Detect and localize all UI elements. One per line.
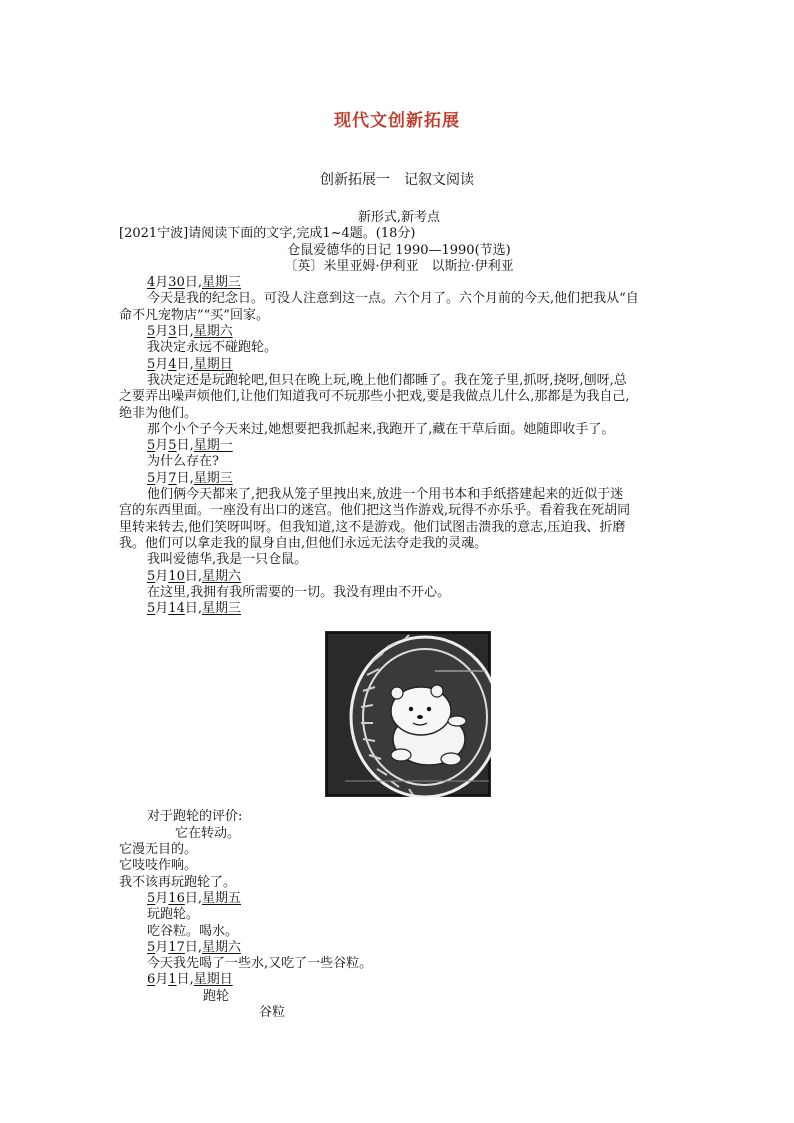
- date-month-label: 月: [155, 438, 169, 454]
- date-day: 3: [168, 324, 177, 340]
- date-weekday: 星期一: [193, 438, 233, 454]
- diary-entries: [119, 275, 679, 617]
- date-day-label: 日: [184, 568, 198, 584]
- date-day: 1: [168, 972, 177, 988]
- diary-date: [119, 438, 679, 454]
- diary-line: 我叫爱德华,我是一只仓鼠。: [147, 552, 308, 568]
- date-day-label: 日: [176, 438, 190, 454]
- diary-line: 为什么存在?: [147, 454, 219, 470]
- date-day-label: 日: [176, 470, 190, 486]
- diary-line: 那个小个子今天来过,她想要把我抓起来,我跑开了,藏在干草后面。她随即收手了。: [147, 421, 615, 437]
- date-weekday: 星期五: [202, 890, 242, 906]
- date-weekday: 星期六: [193, 324, 233, 340]
- date-day-label: 日: [184, 890, 198, 906]
- date-month-label: 月: [155, 275, 169, 291]
- date-sep: ,: [197, 275, 202, 291]
- diary-line: 我决定还是玩跑轮吧,但只在晚上玩,晚上他们都睡了。我在笼子里,抓呀,挠呀,刨呀,总: [147, 372, 627, 388]
- date-day-label: 日: [184, 939, 198, 955]
- date-weekday: 星期三: [193, 470, 233, 486]
- diary-date: [119, 972, 679, 988]
- date-month-label: 月: [155, 939, 169, 955]
- diary-date: [119, 275, 679, 291]
- poem-line: 它漫无目的。: [119, 842, 198, 858]
- poem-line: 它吱吱作响。: [119, 858, 198, 874]
- date-day: 10: [168, 568, 185, 584]
- section-sub: 记叙文阅读: [404, 172, 474, 188]
- date-day-label: 日: [176, 972, 190, 988]
- date-sep: ,: [197, 890, 202, 906]
- date-sep: ,: [189, 438, 194, 454]
- page-title: 现代文创新拓展: [334, 111, 460, 131]
- diary-date: [119, 940, 679, 956]
- diary-date: [119, 569, 679, 585]
- poem-line: 我不该再玩跑轮了。: [119, 874, 237, 890]
- date-day-label: 日: [176, 356, 190, 372]
- diary-line: 我决定永远不碰跑轮。: [147, 340, 278, 356]
- diary-date: [119, 601, 679, 617]
- date-month: 5: [147, 939, 156, 955]
- instruction: [2021宁波]请阅读下面的文字,完成1~4题。(18分): [119, 226, 416, 242]
- diary-line: 绝非为他们。: [119, 405, 198, 421]
- diary-line: 之要弄出噪声烦他们,让他们知道我可不玩那些小把戏,要是我做点儿什么,那都是为我自己,: [119, 389, 630, 405]
- date-month-label: 月: [155, 568, 169, 584]
- diary-entries-2: [119, 891, 679, 989]
- date-sep: ,: [189, 470, 194, 486]
- section-heading: [0, 169, 794, 189]
- date-weekday: 星期六: [202, 939, 242, 955]
- date-month: 5: [147, 568, 156, 584]
- date-month: 5: [147, 356, 156, 372]
- section-label: 创新拓展一: [320, 172, 390, 188]
- diary-date: [119, 891, 679, 907]
- date-month-label: 月: [155, 890, 169, 906]
- poem-heading: 对于跑轮的评价:: [147, 809, 243, 825]
- date-sep: ,: [189, 972, 194, 988]
- hamster-in-wheel-illustration: [325, 631, 491, 797]
- date-day: 4: [168, 356, 177, 372]
- diary-date: [119, 324, 679, 340]
- illustration: [325, 631, 491, 797]
- date-weekday: 星期六: [202, 568, 242, 584]
- diary-line: 命不凡宠物店”“买”回家。: [119, 307, 269, 323]
- date-day-label: 日: [184, 601, 198, 617]
- date-day: 16: [168, 890, 185, 906]
- tail-word: 谷粒: [259, 1004, 286, 1020]
- date-month: 5: [147, 601, 156, 617]
- diary-line: 里转来转去,他们笑呀叫呀。但我知道,这不是游戏。他们试图击溃我的意志,压迫我、折磨: [119, 519, 626, 535]
- date-month-label: 月: [155, 324, 169, 340]
- diary-date: [119, 357, 679, 373]
- date-day-label: 日: [176, 324, 190, 340]
- date-sep: ,: [197, 939, 202, 955]
- date-weekday: 星期日: [193, 972, 233, 988]
- diary-line: 我。他们可以拿走我的鼠身自由,但他们永远无法夺走我的灵魂。: [119, 535, 488, 551]
- date-sep: ,: [189, 324, 194, 340]
- date-weekday: 星期日: [193, 356, 233, 372]
- authors: 〔英〕米里亚姆·伊利亚 以斯拉·伊利亚: [284, 258, 514, 274]
- date-month: 5: [147, 470, 156, 486]
- date-month-label: 月: [155, 601, 169, 617]
- date-day: 5: [168, 438, 177, 454]
- question-tag: 新形式,新考点: [357, 210, 441, 225]
- diary-line: 吃谷粒。喝水。: [147, 923, 239, 939]
- poem-line: 它在转动。: [175, 825, 241, 841]
- tail-word: 跑轮: [203, 988, 230, 1004]
- date-day: 14: [168, 601, 185, 617]
- date-month-label: 月: [155, 470, 169, 486]
- date-day: 17: [168, 939, 185, 955]
- diary-date: [119, 471, 679, 487]
- diary-line: 今天我先喝了一些水,又吃了一些谷粒。: [147, 956, 373, 972]
- date-day: 7: [168, 470, 177, 486]
- diary-line: 他们俩今天都来了,把我从笼子里拽出来,放进一个用书本和手纸搭建起来的近似于迷: [147, 487, 624, 503]
- work-title: 仓鼠爱德华的日记 1990—1990(节选): [287, 242, 511, 258]
- article-body: [119, 210, 679, 1021]
- date-weekday: 星期三: [202, 601, 242, 617]
- date-month: 4: [147, 275, 156, 291]
- diary-line: 今天是我的纪念日。可没人注意到这一点。六个月了。六个月前的今天,他们把我从“自: [147, 291, 639, 307]
- diary-line: 在这里,我拥有我所需要的一切。我没有理由不开心。: [147, 584, 451, 600]
- diary-line: 宫的东西里面。一座没有出口的迷宫。他们把这当作游戏,玩得不亦乐乎。看着我在死胡同: [119, 503, 631, 519]
- date-sep: ,: [189, 356, 194, 372]
- date-month-label: 月: [155, 356, 169, 372]
- date-month: 5: [147, 890, 156, 906]
- date-month: 5: [147, 438, 156, 454]
- date-month: 5: [147, 324, 156, 340]
- date-month: 6: [147, 972, 156, 988]
- date-day: 30: [168, 275, 185, 291]
- date-weekday: 星期三: [202, 275, 242, 291]
- date-sep: ,: [197, 568, 202, 584]
- date-month-label: 月: [155, 972, 169, 988]
- diary-line: 玩跑轮。: [147, 907, 200, 923]
- date-sep: ,: [197, 601, 202, 617]
- date-day-label: 日: [184, 275, 198, 291]
